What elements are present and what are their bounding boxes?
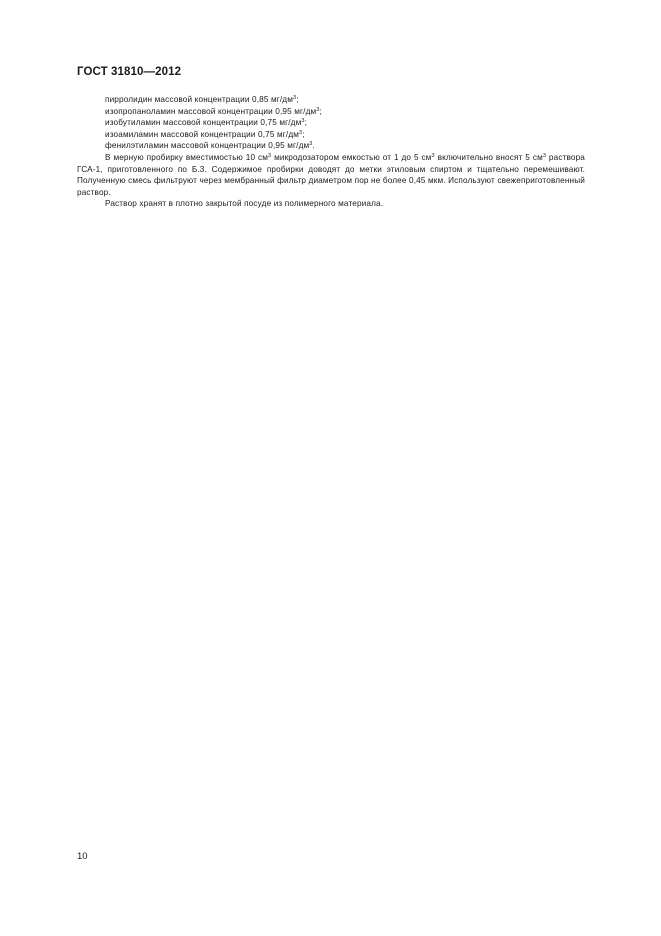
paragraph-preparation [77,152,585,198]
paragraph-storage: Раствор хранят в плотно закрытой посуде из полимерного материала. [105,199,384,209]
list-item [77,94,585,106]
list-item [77,140,585,152]
list-item [77,129,585,141]
list-item-text: фенилэтиламин массовой концентрации 0,95 мг/дм [105,141,310,151]
superscript: 3 [431,152,435,159]
superscript: 3 [299,129,303,136]
list-item-text: изопропаноламин массовой концентрации 0,95 мг/дм [105,106,317,116]
superscript: 3 [301,118,305,125]
list-item-tail: ; [296,95,299,104]
superscript: 3 [309,141,313,148]
list-item-tail: . [312,141,315,151]
list-item [77,106,585,118]
superscript: 3 [316,106,320,113]
list-item-tail: ; [319,106,322,116]
paragraph-text: микродозатором емкостью от 1 до 5 см [271,152,432,162]
superscript: 3 [542,152,547,159]
list-item-text: пирролидин массовой концентрации 0,85 мг/дм [105,95,294,104]
list-item [77,117,585,129]
superscript: 3 [268,152,272,159]
page-number: 10 [77,851,88,862]
paragraph-text: В мерную пробирку вместимостью 10 см [105,152,269,162]
document-header: ГОСТ 31810—2012 [77,66,182,78]
document-body [77,94,585,210]
paragraph-text: включительно вносят 5 см [434,152,543,162]
list-item-tail: ; [304,118,308,128]
superscript: 3 [293,95,297,101]
paragraph-text: раствора ГСА-1, приготовленного по Б.3. Содержимое пробирки доводят до метки этиловым спиртом и тщательно перемешивают. Полученную смесь фильтруют через мембранный фильтр диаметром пор не более 0,45 мкм. Используют свежеприготовленный раствор. [77,152,585,197]
list-item-text: изобутиламин массовой концентрации 0,75 мг/дм [105,118,302,128]
list-item-tail: ; [302,129,305,139]
list-item-text: изоамиламин массовой концентрации 0,75 мг/дм [105,129,300,139]
